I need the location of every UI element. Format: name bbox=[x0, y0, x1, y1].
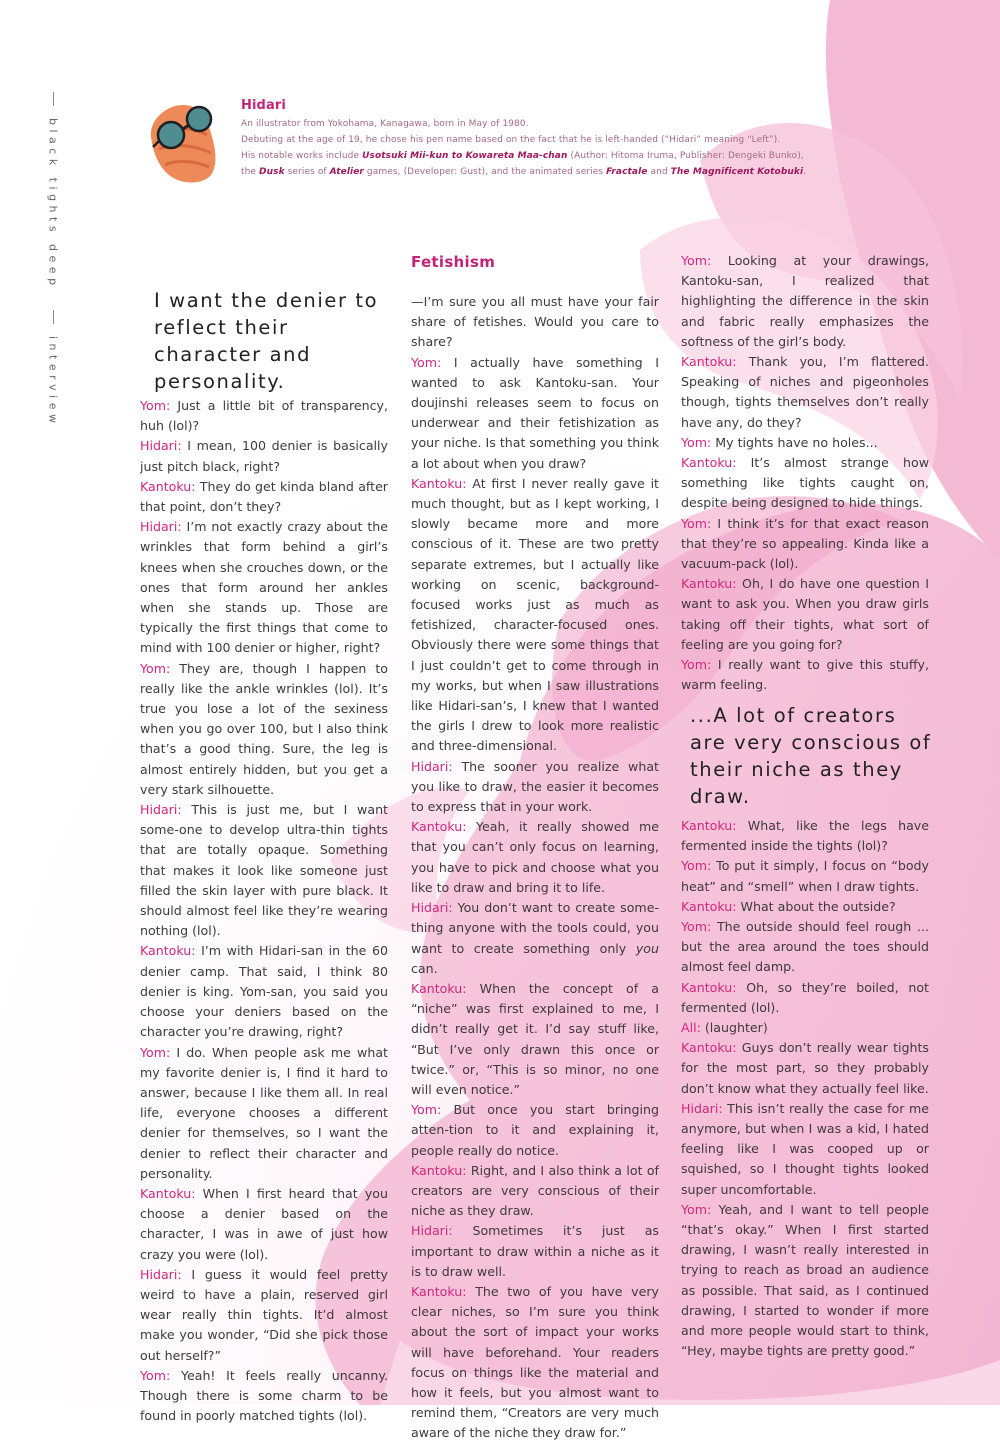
dialogue-text: When the concept of a “niche” was first explained to me, I didn’t really get it. I’d say stuff like, “But I’ve only drawn this once or twice.” or, “This is so minor, no one will even notice.” bbox=[411, 980, 659, 1097]
speaker-label: All: bbox=[681, 1020, 701, 1036]
dialogue-text: My tights have no holes... bbox=[711, 434, 878, 450]
dialogue-text: can. bbox=[411, 960, 438, 976]
speaker-label: Hidari: bbox=[411, 900, 453, 916]
pull-quote: ...A lot of creators are very conscious of their niche as they draw. bbox=[690, 704, 932, 808]
speaker-label: Hidari: bbox=[140, 519, 182, 535]
dialogue-line bbox=[681, 514, 929, 575]
dialogue-line bbox=[681, 897, 929, 917]
dialogue-text: Oh, so they’re boiled, not fermented (lol). bbox=[681, 979, 929, 1015]
speaker-label: Kantoku: bbox=[411, 819, 467, 835]
dialogue-text: Oh, I do have one question I want to ask you. When you draw girls taking off their tights, what sort of feeling are you going for? bbox=[681, 576, 929, 652]
work-title: Usotsuki Mii-kun to Kowareta Maa-chan bbox=[362, 151, 568, 161]
dialogue-line bbox=[681, 917, 929, 978]
speaker-label: Kantoku: bbox=[140, 1185, 196, 1201]
dialogue-text: It’s almost strange how something like tights caught on, despite being designed to hide things. bbox=[681, 455, 929, 511]
dialogue-line bbox=[681, 856, 929, 896]
dialogue-line bbox=[411, 1282, 659, 1444]
bio-line: His notable works include Usotsuki Mii-kun to Kowareta Maa-chan (Author: Hitoma Iruma, Publisher: Dengeki Bunko), bbox=[241, 151, 804, 161]
dialogue-line bbox=[411, 1161, 659, 1222]
speaker-label: Yom: bbox=[681, 858, 712, 874]
dialogue-text: Just a little bit of transparency, huh (lol)? bbox=[140, 398, 388, 434]
speaker-label: Yom: bbox=[681, 919, 712, 935]
bio-line: An illustrator from Yokohama, Kanagawa, born in May of 1980. bbox=[241, 119, 529, 129]
bio-line: the Dusk series of Atelier games, (Developer: Gust), and the animated series Fractale and The Magnificent Kotobuki. bbox=[241, 167, 807, 177]
dialogue-text: Sometimes it’s just as important to draw within a niche as it is to draw well. bbox=[411, 1223, 659, 1279]
dialogue-text: What, like the legs have fermented inside the tights (lol)? bbox=[681, 818, 929, 854]
dialogue-text: What about the outside? bbox=[736, 898, 896, 914]
dialogue-text: Yeah! It feels really uncanny. Though there is some charm to be found in poorly matched tights (lol). bbox=[140, 1367, 388, 1424]
dialogue-line bbox=[140, 517, 388, 658]
dialogue-line bbox=[140, 1184, 388, 1265]
dialogue-line bbox=[140, 1265, 388, 1366]
magazine-title: black tights deep bbox=[46, 118, 60, 290]
dialogue-line bbox=[411, 1100, 659, 1161]
dialogue-line bbox=[681, 1018, 929, 1038]
dialogue-text: —I’m sure you all must have your fair share of fetishes. Would you care to share? bbox=[411, 294, 659, 350]
dialogue-text: At first I never really gave it much thought, but as I kept working, I slowly became more and more conscious of it. These are two pretty separate extremes, but I actually like working on scenic, background-focused works just as much as fetishized, character-focused ones. Obviously there were some things that I just couldn’t get to come through in my works, but when I saw illustrations like Hidari-san’s, I knew that I wanted the girls I drew to look more realistic and three-dimensional. bbox=[411, 475, 659, 754]
dialogue-line bbox=[140, 436, 388, 476]
speaker-label: Kantoku: bbox=[140, 943, 196, 959]
dialogue-line bbox=[411, 817, 659, 898]
interviewer-question bbox=[411, 292, 659, 353]
speaker-label: Kantoku: bbox=[681, 898, 737, 914]
profile-name: Hidari bbox=[241, 98, 286, 113]
speaker-label: Yom: bbox=[140, 1367, 171, 1383]
dialogue-line bbox=[140, 477, 388, 517]
speaker-label: Kantoku: bbox=[411, 1162, 467, 1178]
work-title: Fractale bbox=[606, 167, 648, 177]
speaker-label: Hidari: bbox=[140, 1266, 182, 1282]
speaker-label: Kantoku: bbox=[681, 979, 737, 995]
dialogue-line bbox=[681, 574, 929, 655]
speaker-label: Kantoku: bbox=[681, 576, 737, 592]
pull-quote: I want the denier to reflect their character and personality. bbox=[154, 289, 379, 393]
dialogue-text: The sooner you realize what you like to draw, the easier it becomes to express that in your work. bbox=[411, 758, 659, 815]
dialogue-line bbox=[140, 1043, 388, 1184]
speaker-label: Kantoku: bbox=[140, 478, 196, 494]
speaker-label: Hidari: bbox=[411, 1223, 453, 1239]
dialogue-text: This isn’t really the case for me anymore, but when I was a kid, I hated feeling like I was cooped up or squished, so I thought tights looked super uncomfortable. bbox=[681, 1100, 929, 1197]
speaker-label: Kantoku: bbox=[411, 1283, 467, 1299]
divider bbox=[53, 310, 54, 324]
dialogue-text: When I first heard that you choose a denier based on the character, I was in awe of just how crazy you were (lol). bbox=[140, 1185, 388, 1262]
dialogue-text: Yeah, it really showed me that you can’t only focus on learning, you have to pick and choose what you like to draw and bring it to life. bbox=[411, 819, 659, 895]
work-title: Dusk bbox=[259, 167, 285, 177]
dialogue-line bbox=[411, 979, 659, 1100]
dialogue-text: This is just me, but I want some-one to develop ultra-thin tights that are totally opaque. Something that makes it look like someone just filled the skin layer with pure black. It should almost feel like they’re wearing nothing (lol). bbox=[140, 802, 388, 939]
work-title: Atelier bbox=[329, 167, 364, 177]
dialogue-line bbox=[681, 655, 929, 695]
speaker-label: Yom: bbox=[681, 253, 712, 268]
dialogue-text: I really want to give this stuffy, warm feeling. bbox=[681, 657, 929, 693]
speaker-label: Yom: bbox=[411, 1102, 442, 1118]
speaker-label: Yom: bbox=[140, 1044, 171, 1060]
dialogue-line bbox=[140, 396, 388, 436]
speaker-label: Hidari: bbox=[140, 802, 182, 818]
speaker-label: Kantoku: bbox=[681, 818, 737, 833]
divider bbox=[53, 92, 54, 106]
profile-bio bbox=[241, 97, 806, 187]
dialogue-line bbox=[140, 659, 388, 800]
salmon-sushi-with-sunglasses-icon bbox=[143, 97, 233, 187]
dialogue-line bbox=[681, 1099, 929, 1200]
dialogue-text: I actually have something I wanted to ask Kantoku-san. Your doujinshi releases seem to focus on underwear and their fetishization as your niche. Is that something you think a lot about when you draw? bbox=[411, 354, 659, 471]
dialogue-text: I’m not exactly crazy about the wrinkles that form behind a girl’s knees when she crouches down, or the ones that form around her ankles when she stands up. Those are typically the first things that come to mind with 100 denier or higher, right? bbox=[140, 519, 388, 656]
dialogue-line bbox=[681, 352, 929, 433]
profile-box bbox=[143, 97, 806, 187]
dialogue-text: I mean, 100 denier is basically just pitch black, right? bbox=[140, 438, 388, 474]
speaker-label: Hidari: bbox=[140, 438, 182, 454]
dialogue-text: Right, and I also think a lot of creators are very conscious of their niche as they draw. bbox=[411, 1162, 659, 1219]
bio-line: Debuting at the age of 19, he chose his pen name based on the fact that he is left-handed (“Hidari” meaning “Left”). bbox=[241, 135, 781, 145]
dialogue-text: I think it’s for that exact reason that they’re so appealing. Kinda like a vacuum-pack (lol). bbox=[681, 515, 929, 572]
speaker-label: Hidari: bbox=[411, 758, 453, 774]
dialogue-line bbox=[411, 353, 659, 474]
speaker-label: Yom: bbox=[140, 398, 171, 413]
dialogue-line bbox=[681, 1038, 929, 1099]
dialogue-text: You don’t want to create some-thing anyone with the tools could, you want to create something only bbox=[411, 900, 659, 956]
dialogue-line bbox=[411, 1221, 659, 1282]
dialogue-line bbox=[140, 1366, 388, 1427]
dialogue-text: Guys don’t really wear tights for the most part, so they probably don’t know what they actually feel like. bbox=[681, 1040, 929, 1096]
text-column-3 bbox=[681, 251, 929, 695]
dialogue-line bbox=[681, 453, 929, 514]
dialogue-text: I do. When people ask me what my favorite denier is, I find it hard to answer, because I like them all. In real life, everyone chooses a different denier for themselves, so I want the denier to reflect their character and personality. bbox=[140, 1044, 388, 1181]
dialogue-line bbox=[681, 816, 929, 856]
dialogue-line bbox=[411, 474, 659, 757]
speaker-label: Kantoku: bbox=[681, 1040, 737, 1056]
text-column-3-continued bbox=[681, 816, 929, 1361]
dialogue-text: I’m with Hidari-san in the 60 denier camp. That said, I think 80 denier is king. Yom-san, you said you choose your deniers based on the character you’re drawing, right? bbox=[140, 943, 388, 1040]
dialogue-text: Looking at your drawings, Kantoku-san, I realized that highlighting the difference in the skin and fabric really emphasizes the softness of the girl’s body. bbox=[681, 253, 929, 349]
speaker-label: Yom: bbox=[681, 515, 712, 531]
dialogue-text: The two of you have very clear niches, so I’m sure you think about the sort of impact your works will have beforehand. Your readers focus on things like the material and how it feels, but you almost want to remind them, “Creators are very much aware of the niche they draw for.” bbox=[411, 1283, 659, 1441]
dialogue-text: But once you start bringing atten-tion to it and explaining it, people really do notice. bbox=[411, 1102, 659, 1158]
dialogue-text: (laughter) bbox=[700, 1020, 768, 1036]
speaker-label: Kantoku: bbox=[681, 455, 737, 471]
section-heading: Fetishism bbox=[411, 253, 496, 271]
running-header bbox=[38, 92, 68, 427]
emphasis: you bbox=[635, 940, 659, 956]
dialogue-text: They do get kinda bland after that point, don’t they? bbox=[140, 478, 388, 515]
dialogue-line bbox=[411, 757, 659, 818]
dialogue-line bbox=[681, 433, 929, 453]
speaker-label: Yom: bbox=[681, 657, 712, 673]
text-column-1 bbox=[140, 396, 388, 1426]
dialogue-line bbox=[140, 800, 388, 941]
speaker-label: Kantoku: bbox=[411, 980, 467, 996]
dialogue-line bbox=[681, 251, 929, 352]
dialogue-text: They are, though I happen to really like the ankle wrinkles (lol). It’s true you lose a lot of the sexiness when you go over 100, but I also think that’s a good thing. Sure, the leg is almost entirely hidden, but you get a very stark silhouette. bbox=[140, 660, 388, 797]
dialogue-line bbox=[411, 898, 659, 979]
speaker-label: Yom: bbox=[681, 434, 712, 450]
dialogue-text: The outside should feel rough ... but the area around the toes should almost feel damp. bbox=[681, 919, 929, 975]
dialogue-line bbox=[681, 978, 929, 1018]
dialogue-line bbox=[140, 941, 388, 1042]
section-label: interview bbox=[46, 335, 60, 428]
dialogue-text: Thank you, I’m flattered. Speaking of niches and pigeonholes though, tights themselves don’t really have any, do they? bbox=[681, 354, 929, 430]
speaker-label: Yom: bbox=[140, 660, 171, 676]
work-title: The Magnificent Kotobuki bbox=[670, 167, 804, 177]
speaker-label: Kantoku: bbox=[411, 475, 467, 491]
speaker-label: Yom: bbox=[681, 1201, 712, 1217]
speaker-label: Kantoku: bbox=[681, 354, 737, 370]
speaker-label: Hidari: bbox=[681, 1100, 723, 1116]
dialogue-text: I guess it would feel pretty weird to have a plain, reserved girl wear really thin tights. It’d almost make you wonder, “Did she pick those out herself?” bbox=[140, 1266, 388, 1363]
dialogue-text: To put it simply, I focus on “body heat” and “smell” when I draw tights. bbox=[681, 858, 929, 894]
dialogue-line bbox=[681, 1200, 929, 1362]
dialogue-text: Yeah, and I want to tell people “that’s okay.” When I first started drawing, I wasn’t really interested in trying to reach as broad an audience as possible. That said, as I continued drawing, I started to wonder if more and more people would start to think, “Hey, maybe tights are pretty good.” bbox=[681, 1201, 929, 1359]
text-column-2 bbox=[411, 292, 659, 1444]
speaker-label: Yom: bbox=[411, 354, 442, 370]
